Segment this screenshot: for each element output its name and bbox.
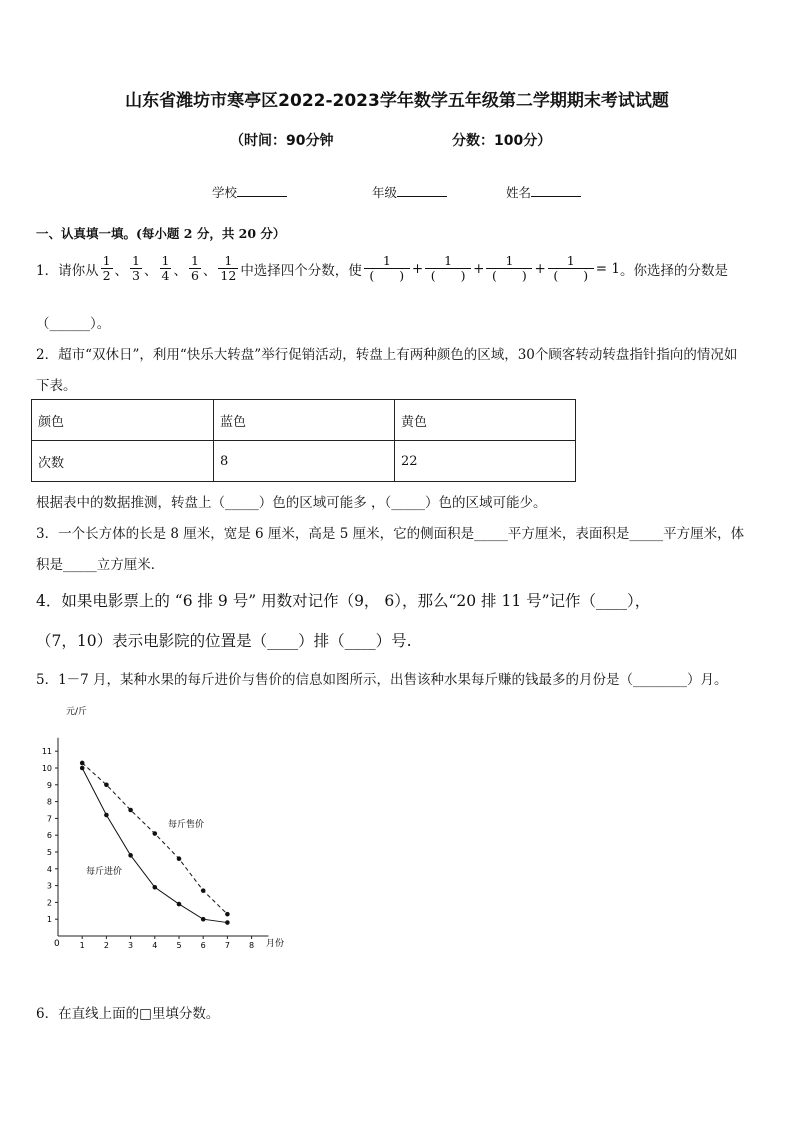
fraction: $\frac{1}{2}$ bbox=[102, 253, 111, 283]
q1-suffix: 。你选择的分数是 bbox=[619, 262, 728, 279]
y-tick-label: 4 bbox=[46, 864, 52, 874]
name-field[interactable] bbox=[506, 183, 581, 201]
answer-fraction[interactable]: $\frac{1}{( )}$ bbox=[425, 254, 471, 283]
q5-text: 5．1－7 月，某种水果的每斤进价与售价的信息如图所示，出售该种水果每斤赚的钱最多的月份是（________）月。 bbox=[36, 672, 728, 688]
question-1 bbox=[36, 254, 728, 283]
y-tick-label: 1 bbox=[46, 915, 52, 925]
cost-price-point bbox=[225, 920, 230, 925]
cost-price-point bbox=[177, 902, 182, 907]
q6-text: 6．在直线上面的□里填分数。 bbox=[36, 1006, 220, 1022]
x-axis-label: 月份 bbox=[266, 939, 285, 949]
fraction: $\frac{1}{6}$ bbox=[190, 253, 199, 283]
grade-blank[interactable] bbox=[397, 196, 447, 197]
cost-price-point bbox=[104, 813, 109, 818]
x-tick-label: 6 bbox=[200, 941, 206, 950]
plus-sign: + bbox=[473, 260, 485, 277]
y-tick-label: 2 bbox=[46, 898, 52, 908]
sale-price-point bbox=[128, 808, 133, 813]
table-cell: 22 bbox=[395, 441, 576, 482]
school-blank[interactable] bbox=[237, 196, 287, 197]
school-field[interactable] bbox=[212, 183, 287, 201]
answer-fraction[interactable]: $\frac{1}{( )}$ bbox=[364, 254, 410, 283]
school-label: 学校 bbox=[212, 185, 238, 200]
sale-price-point bbox=[153, 831, 158, 836]
separator: 、 bbox=[173, 262, 187, 279]
cost-price-point bbox=[128, 853, 133, 858]
sale-price-line bbox=[82, 763, 227, 914]
table-row bbox=[32, 400, 576, 441]
fraction: $\frac{1}{12}$ bbox=[220, 253, 237, 283]
exam-score: 分数：100分） bbox=[452, 133, 552, 149]
y-axis-label: 元/斤 bbox=[66, 707, 88, 717]
grade-label: 年级 bbox=[372, 185, 398, 200]
x-tick-label: 3 bbox=[128, 941, 134, 950]
cost-price-point bbox=[80, 766, 85, 771]
x-tick-label: 7 bbox=[224, 941, 230, 950]
y-tick-label: 7 bbox=[46, 814, 52, 824]
cost-price-point bbox=[153, 885, 158, 890]
sale-price-point bbox=[177, 856, 182, 861]
sale-price-point bbox=[225, 912, 230, 917]
q4-text-line1: 4．如果电影票上的 “6 排 9 号” 用数对记作（9， 6），那么“20 排 11 号”记作（____）， bbox=[36, 592, 651, 610]
table-cell: 次数 bbox=[32, 441, 214, 482]
q1-answer-blank[interactable]: （______）。 bbox=[36, 316, 111, 332]
name-label: 姓名 bbox=[506, 185, 532, 200]
table-header-cell: 颜色 bbox=[32, 400, 214, 441]
y-tick-label: 8 bbox=[46, 797, 52, 807]
y-tick-label: 5 bbox=[46, 848, 52, 857]
page-title: 山东省潍坊市寒亭区2022-2023学年数学五年级第二学期期末考试试题 bbox=[125, 91, 669, 111]
separator: 、 bbox=[114, 262, 129, 279]
fraction: $\frac{1}{4}$ bbox=[161, 253, 170, 283]
q2-after-text: 根据表中的数据推测，转盘上（_____）色的区域可能多 ，（_____）色的区域可能少。 bbox=[36, 495, 547, 511]
sale-price-point bbox=[201, 888, 206, 893]
q2-text-line1: 2．超市“双休日”，利用“快乐大转盘”举行促销活动，转盘上有两种颜色的区域，30个顾客转动转盘指针指向的情况如 bbox=[36, 347, 738, 363]
table-cell: 8 bbox=[214, 441, 395, 482]
x-tick-label: 2 bbox=[103, 941, 109, 950]
x-tick-label: 4 bbox=[152, 941, 158, 950]
table-row bbox=[32, 441, 576, 482]
separator: 、 bbox=[202, 262, 217, 279]
table-header-cell: 蓝色 bbox=[214, 400, 395, 441]
equals-one: = 1 bbox=[595, 260, 620, 277]
y-tick-label: 6 bbox=[46, 831, 52, 841]
y-tick-label: 3 bbox=[46, 881, 52, 891]
answer-fraction[interactable]: $\frac{1}{( )}$ bbox=[548, 254, 594, 283]
series-label-sale-price: 每斤售价 bbox=[168, 820, 205, 830]
q2-text-line2: 下表。 bbox=[36, 378, 77, 394]
origin-label: 0 bbox=[54, 939, 60, 949]
table-header-cell: 黄色 bbox=[395, 400, 576, 441]
y-tick-label: 9 bbox=[46, 780, 52, 790]
answer-fraction[interactable]: $\frac{1}{( )}$ bbox=[486, 254, 532, 283]
name-blank[interactable] bbox=[531, 196, 581, 197]
q3-text-line1: 3．一个长方体的长是 8 厘米，宽是 6 厘米，高是 5 厘米，它的侧面积是_____平方厘米，表面积是_____平方厘米，体 bbox=[36, 526, 745, 542]
q3-text-line2: 积是_____立方厘米． bbox=[36, 557, 165, 573]
cost-price-point bbox=[201, 917, 206, 922]
x-tick-label: 8 bbox=[249, 941, 255, 950]
exam-time: （时间：90分钟 bbox=[230, 133, 334, 149]
series-label-cost-price: 每斤进价 bbox=[86, 867, 123, 877]
sale-price-point bbox=[80, 761, 85, 766]
price-line-chart bbox=[30, 700, 300, 960]
q4-text-line2: （7，10）表示电影院的位置是（____）排（____）号. bbox=[36, 632, 412, 650]
x-tick-label: 5 bbox=[176, 941, 182, 950]
y-tick-label: 11 bbox=[41, 747, 52, 757]
q1-prefix: 1．请你从 bbox=[36, 262, 99, 279]
separator: 、 bbox=[144, 262, 158, 279]
plus-sign: + bbox=[534, 260, 546, 277]
section-heading: 一、认真填一填。(每小题 2 分，共 20 分） bbox=[36, 226, 286, 241]
sale-price-point bbox=[104, 783, 109, 788]
grade-field[interactable] bbox=[372, 183, 447, 201]
q1-middle: 中选择四个分数，使 bbox=[240, 262, 362, 279]
plus-sign: + bbox=[411, 260, 424, 277]
x-tick-label: 1 bbox=[79, 941, 85, 950]
fraction: $\frac{1}{3}$ bbox=[132, 253, 140, 283]
cost-price-line bbox=[82, 768, 227, 923]
y-tick-label: 10 bbox=[41, 764, 52, 773]
color-count-table bbox=[31, 399, 576, 482]
